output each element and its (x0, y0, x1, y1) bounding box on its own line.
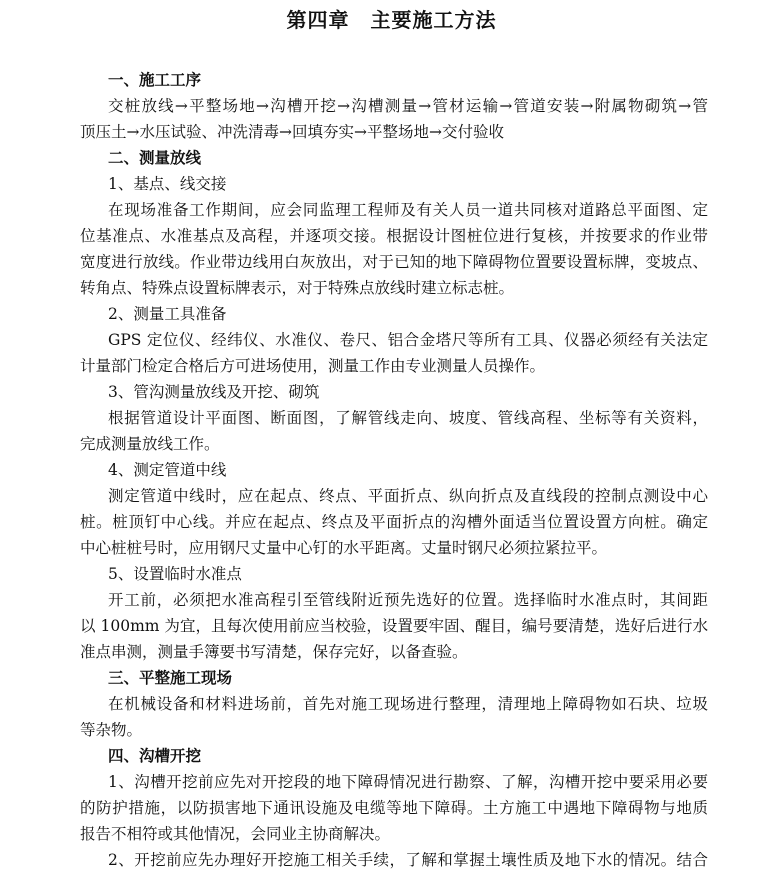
paragraph-line: 在机械设备和材料进场前，首先对施工现场进行整理，清理地上障碍物如石块、垃圾 (108, 695, 708, 713)
subsection-heading: 1、基点、线交接 (108, 175, 227, 193)
subsection-heading: 5、设置临时水准点 (108, 565, 242, 583)
paragraph-line: 在现场准备工作期间，应会同监理工程师及有关人员一道共同核对道路总平面图、定 (108, 201, 708, 219)
paragraph-line: 桩。桩顶钉中心线。并应在起点、终点及平面折点的沟槽外面适当位置设置方向桩。确定 (80, 513, 708, 531)
paragraph-line: 的防护措施，以防损害地下通讯设施及电缆等地下障碍。土方施工中遇地下障碍物与地质 (80, 799, 708, 817)
chapter-title: 第四章 主要施工方法 (286, 8, 497, 32)
section-heading-4: 四、沟槽开挖 (108, 746, 202, 765)
paragraph-line: 转角点、特殊点设置标牌表示，对于特殊点放线时建立标志桩。 (80, 279, 515, 297)
paragraph-line: 2、开挖前应先办理好开挖施工相关手续，了解和掌握土壤性质及地下水的情况。结合 (108, 851, 708, 869)
paragraph-line: 顶压土→水压试验、冲洗清毒→回填夯实→平整场地→交付验收 (80, 123, 504, 141)
paragraph-line: 以 100mm 为宜，且每次使用前应当校验，设置要牢固、醒目，编号要清楚，选好后进行水 (80, 617, 708, 635)
paragraph-line: 准点串测，测量手簿要书写清楚，保存完好，以备查验。 (80, 643, 468, 661)
subsection-heading: 4、测定管道中线 (108, 461, 227, 479)
section-heading-3: 三、平整施工现场 (108, 668, 233, 687)
subsection-heading: 2、测量工具准备 (108, 305, 227, 323)
paragraph-line: 等杂物。 (80, 721, 143, 739)
paragraph-line: 测定管道中线时，应在起点、终点、平面折点、纵向折点及直线段的控制点测设中心 (108, 487, 708, 505)
paragraph-line: 开工前，必须把水准高程引至管线附近预先选好的位置。选择临时水准点时，其间距 (108, 591, 708, 609)
section-heading-1: 一、施工工序 (108, 70, 202, 89)
section-heading-2: 二、测量放线 (108, 148, 202, 167)
paragraph-line: 计量部门检定合格后方可进场使用，测量工作由专业测量人员操作。 (80, 357, 546, 375)
paragraph-line: 宽度进行放线。作业带边线用白灰放出，对于已知的地下障碍物位置要设置标牌，变坡点、 (80, 253, 708, 271)
paragraph-line: 交桩放线→平整场地→沟槽开挖→沟槽测量→管材运输→管道安装→附属物砌筑→管 (108, 97, 708, 115)
paragraph-line: GPS 定位仪、经纬仪、水准仪、卷尺、铝合金塔尺等所有工具、仪器必须经有关法定 (108, 331, 708, 349)
paragraph-line: 报告不相符或其他情况，会同业主协商解决。 (80, 825, 391, 843)
paragraph-line: 位基准点、水准基点及高程，并逐项交接。根据设计图桩位进行复核，并按要求的作业带 (80, 227, 708, 245)
paragraph-line: 完成测量放线工作。 (80, 435, 220, 453)
subsection-heading: 3、管沟测量放线及开挖、砌筑 (108, 383, 320, 401)
paragraph-line: 1、沟槽开挖前应先对开挖段的地下障碍情况进行勘察、了解，沟槽开挖中要采用必要 (108, 773, 708, 791)
paragraph-line: 根据管道设计平面图、断面图，了解管线走向、坡度、管线高程、坐标等有关资料， (108, 409, 708, 427)
paragraph-line: 中心桩桩号时，应用钢尺丈量中心钉的水平距离。丈量时钢尺必须拉紧拉平。 (80, 539, 608, 557)
